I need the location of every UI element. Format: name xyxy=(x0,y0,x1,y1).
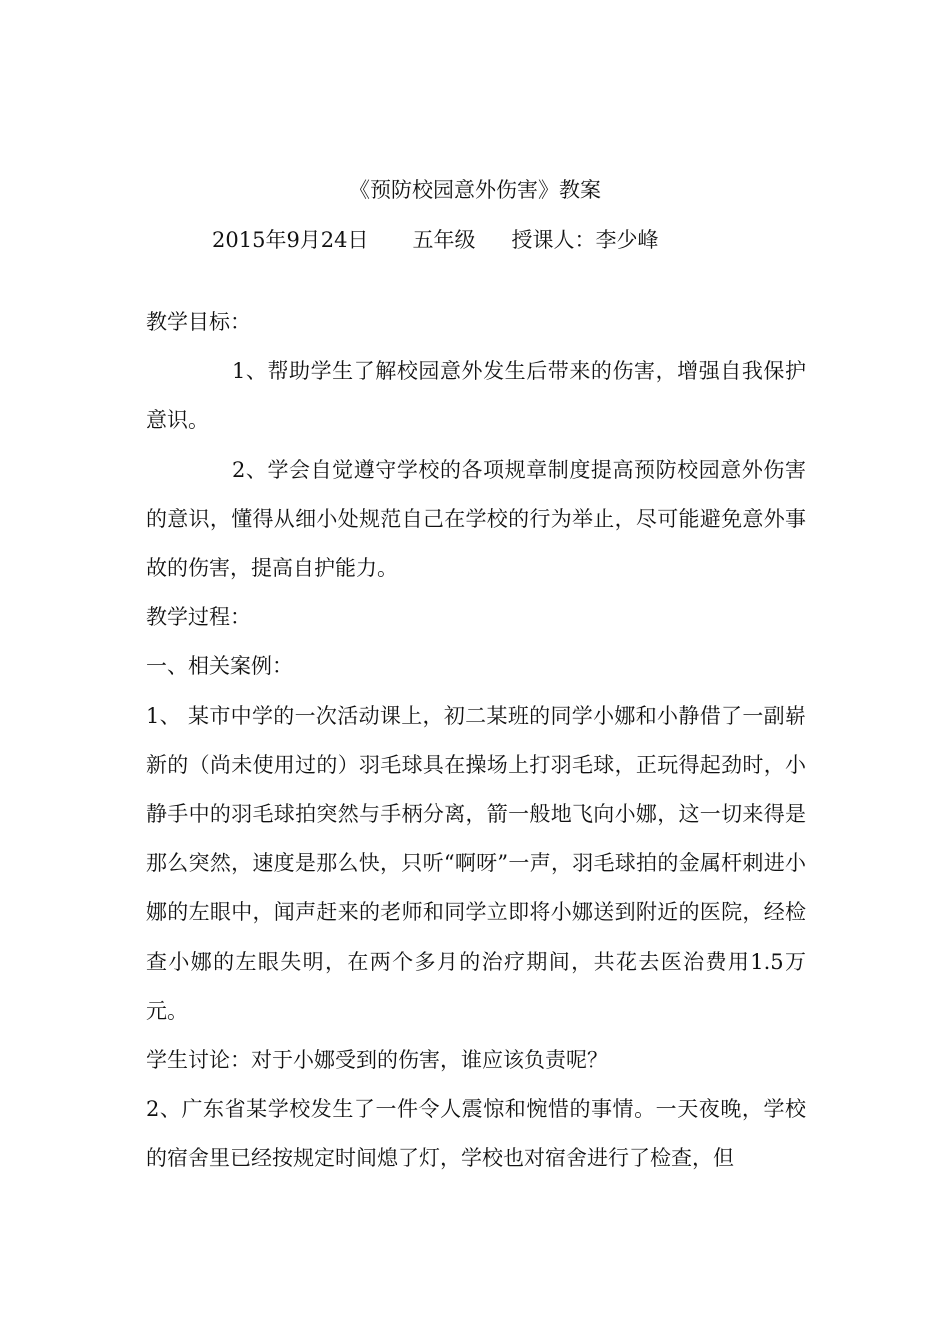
lesson-grade: 五年级 xyxy=(412,228,476,252)
objective-2: 2、学会自觉遵守学校的各项规章制度提高预防校园意外伤害的意识，懂得从细小处规范自己在学校的行为举止，尽可能避免意外事故的伤害，提高自护能力。 xyxy=(146,457,806,581)
section-heading-process: 教学过程： xyxy=(146,605,251,630)
lesson-teacher: 授课人：李少峰 xyxy=(511,228,659,252)
case-1: 1、 某市中学的一次活动课上，初二某班的同学小娜和小静借了一副崭新的（尚未使用过的）羽毛球具在操场上打羽毛球，正玩得起劲时，小静手中的羽毛球拍突然与手柄分离，箭一般地飞向小娜，这一切来得是那么突然，速度是那么快，只听“啊呀”一声，羽毛球拍的金属杆刺进小娜的左眼中，闻声赶来的老师和同学立即将小娜送到附近的医院，经检查小娜的左眼失明，在两个多月的治疗期间，共花去医治费用1.5万元。 xyxy=(146,703,806,1023)
case-2: 2、广东省某学校发生了一件令人震惊和惋惜的事情。一天夜晚，学校的宿舍里已经按规定时间熄了灯，学校也对宿舍进行了检查，但 xyxy=(146,1097,806,1171)
lesson-date: 2015年9月24日 xyxy=(212,228,369,252)
discussion-question: 学生讨论：对于小娜受到的伤害，谁应该负责呢？ xyxy=(146,1048,608,1073)
document-title: 《预防校园意外伤害》教案 xyxy=(349,178,601,202)
section-heading-cases: 一、相关案例： xyxy=(146,654,293,679)
document-body xyxy=(146,298,806,1184)
lesson-meta xyxy=(212,226,659,254)
section-heading-objectives: 教学目标： xyxy=(146,310,251,334)
objective-1: 1、帮助学生了解校园意外发生后带来的伤害，增强自我保护意识。 xyxy=(146,359,806,433)
